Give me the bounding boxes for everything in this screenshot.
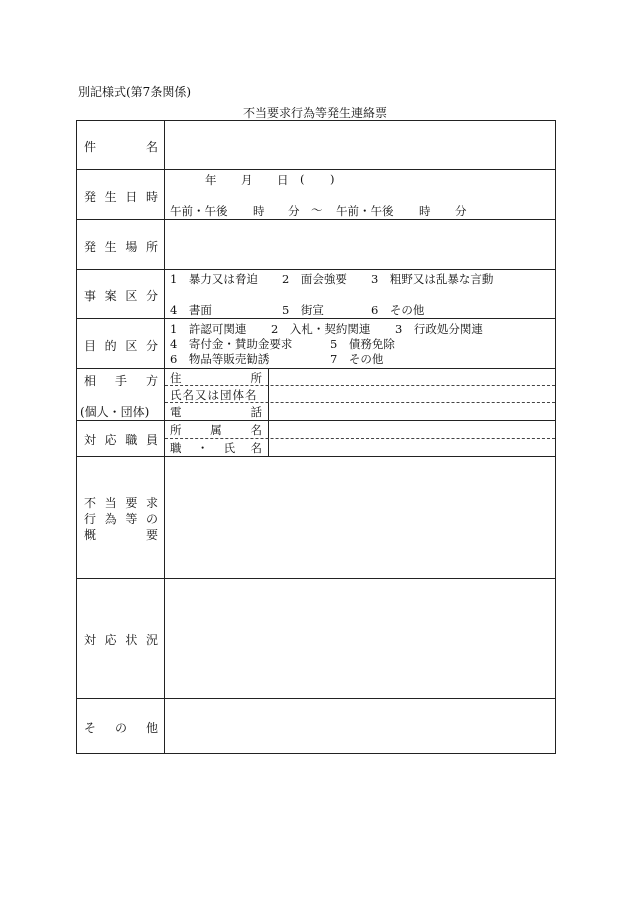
phone-field[interactable]: [270, 403, 554, 419]
staff-label: 対 応 職 員: [84, 433, 158, 447]
address-field-label: 住 所: [170, 371, 262, 385]
response-field[interactable]: [166, 580, 554, 697]
department-field-label: 所 属 名: [170, 423, 262, 437]
purpose-option[interactable]: 4 寄付金・賛助金要求: [170, 337, 293, 351]
place-label: 発 生 場 所: [84, 240, 158, 254]
title-name-field[interactable]: [270, 439, 554, 455]
purpose-option[interactable]: 7 その他: [330, 352, 384, 366]
title-name-field-label: 職 ・ 氏 名: [170, 441, 262, 455]
datetime-label: 発 生 日 時: [84, 190, 158, 204]
phone-field-label: 電 話: [170, 405, 262, 419]
other-label: そ の 他: [84, 721, 158, 735]
summary-field[interactable]: [166, 458, 554, 577]
address-field[interactable]: [270, 369, 554, 384]
case-name-field[interactable]: [166, 122, 554, 168]
form-header: 別記様式(第7条関係): [78, 85, 191, 99]
counterpart-label: 相 手 方: [84, 374, 158, 388]
purpose-option[interactable]: 3 行政処分関連: [395, 322, 483, 336]
counterpart-sublabel: (個人・団体): [80, 405, 150, 419]
form-title: 不当要求行為等発生連絡票: [242, 106, 387, 120]
purpose-label: 目 的 区 分: [84, 339, 158, 353]
case-type-option[interactable]: 3 粗野又は乱暴な言動: [371, 272, 494, 286]
response-label: 対 応 状 況: [84, 633, 158, 647]
purpose-option[interactable]: 5 債務免除: [330, 337, 395, 351]
department-field[interactable]: [270, 421, 554, 437]
case-type-option[interactable]: 4 書面: [170, 303, 212, 317]
purpose-option[interactable]: 2 入札・契約関連: [271, 322, 371, 336]
case-type-label: 事 案 区 分: [84, 289, 158, 303]
purpose-option[interactable]: 1 許認可関連: [170, 322, 247, 336]
case-type-option[interactable]: 5 街宣: [282, 303, 324, 317]
purpose-option[interactable]: 6 物品等販売勧誘: [170, 352, 270, 366]
case-name-label: 件 名: [84, 140, 158, 154]
case-type-option[interactable]: 1 暴力又は脅迫: [170, 272, 258, 286]
name-or-org-field[interactable]: [270, 386, 554, 401]
place-field[interactable]: [166, 221, 554, 267]
case-type-option[interactable]: 6 その他: [371, 303, 425, 317]
other-field[interactable]: [166, 700, 554, 752]
case-type-option[interactable]: 2 面会強要: [282, 272, 347, 286]
name-or-org-field-label: 氏名又は団体名: [170, 388, 258, 402]
